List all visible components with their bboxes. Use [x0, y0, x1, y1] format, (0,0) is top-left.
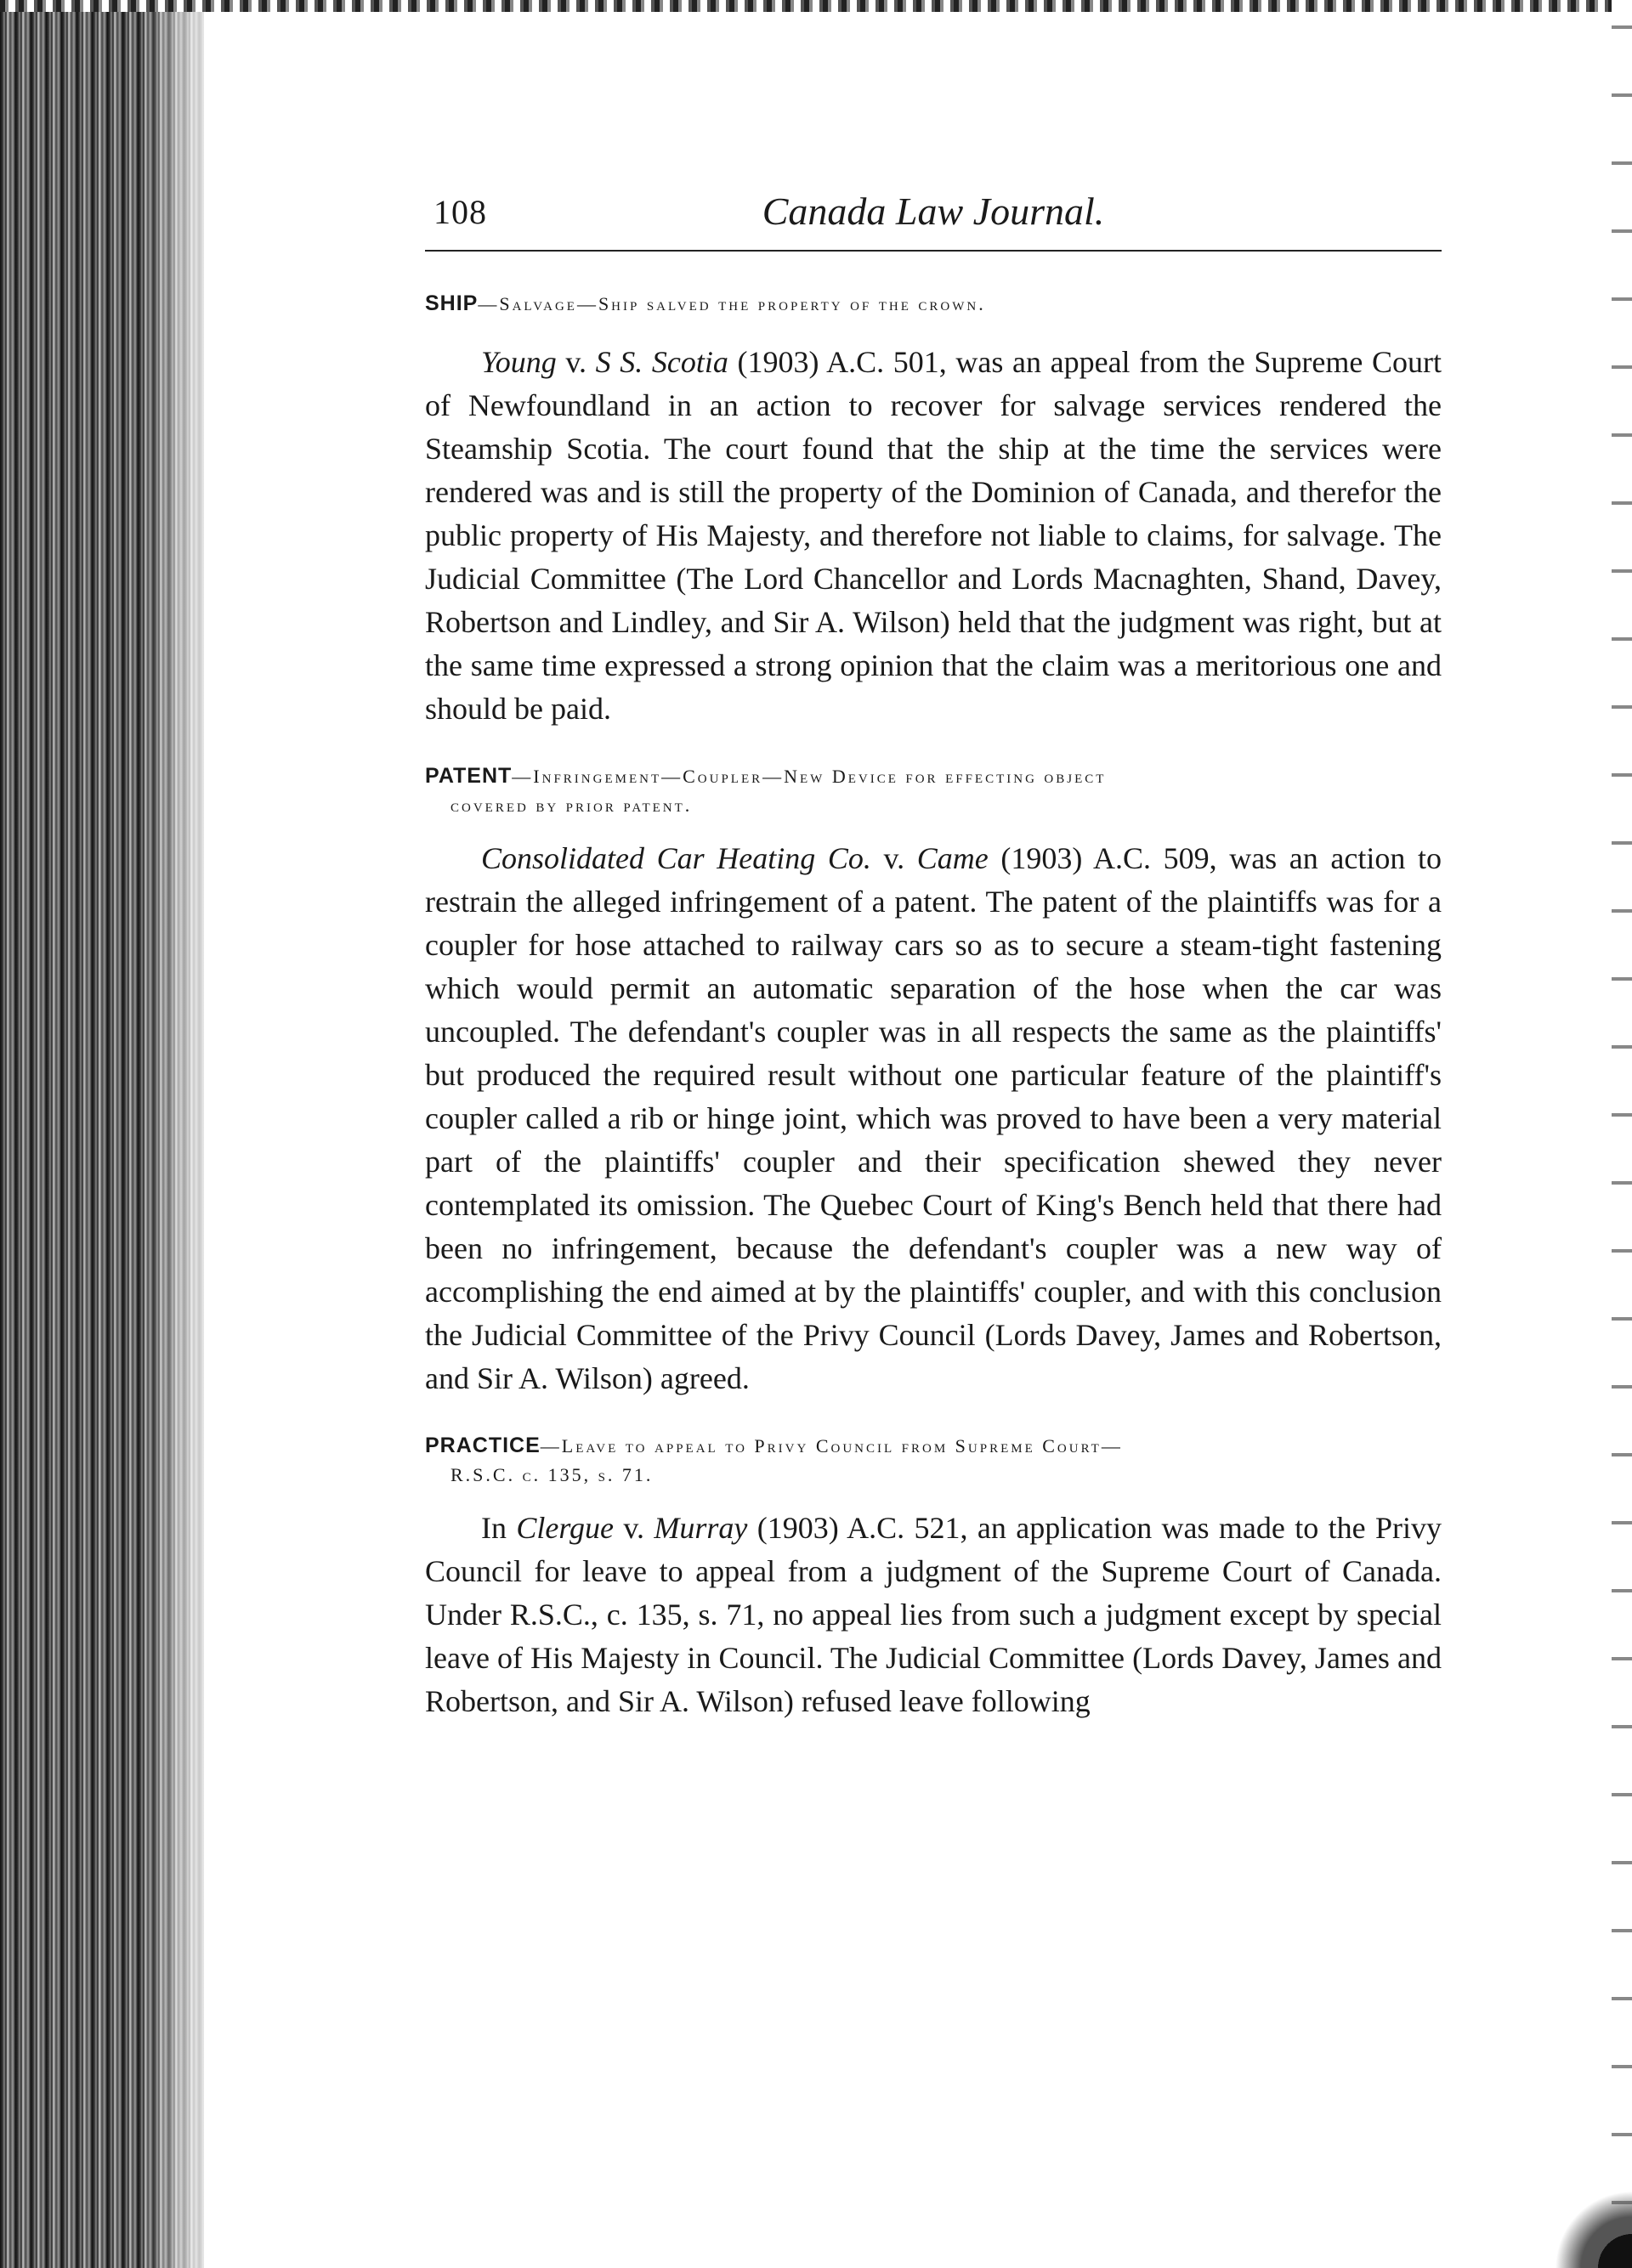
heading-key: SHIP: [425, 291, 479, 315]
journal-title: Canada Law Journal.: [762, 189, 1105, 233]
case-party-a: Clergue: [516, 1511, 615, 1545]
running-header: [425, 185, 1442, 246]
case-party-b: S S. Scotia: [595, 345, 728, 379]
heading-text: —Salvage—Ship salved the property of the crown.: [478, 293, 986, 314]
page-number: 108: [434, 193, 487, 231]
scanned-right-edge: [1612, 0, 1632, 2268]
section-heading-ship: [425, 289, 1442, 319]
header-rule: [425, 250, 1442, 252]
heading-key: PATENT: [425, 764, 513, 788]
scanned-top-edge: [0, 0, 1632, 12]
page-content: [425, 185, 1442, 1723]
case-versus: v.: [556, 345, 596, 379]
heading-text: —Infringement—Coupler—New Device for effecting object: [512, 766, 1107, 787]
section-body: [425, 1507, 1442, 1723]
case-party-b: Came: [916, 841, 989, 875]
section-body: [425, 837, 1442, 1400]
spine-shadow: [144, 0, 221, 2268]
case-prefix: In: [481, 1511, 517, 1545]
case-party-b: Murray: [654, 1511, 748, 1545]
heading-key: PRACTICE: [425, 1434, 541, 1457]
heading-text: —Leave to appeal to Privy Council from Supreme Court—: [540, 1435, 1123, 1456]
case-versus: v.: [614, 1511, 654, 1545]
heading-continuation: R.S.C. c. 135, s. 71.: [450, 1464, 654, 1485]
body-text: (1903) A.C. 501, was an appeal from the Supreme Court of Newfoundland in an action to recover for salvage services rendered the Steamship Scotia. The court found that the ship at the time the services were rendered was and is still the property of the Dominion of Canada, and therefor the public property of His Majesty, and therefore not liable to claims, for salvage. The Judicial Committee (The Lord Chancellor and Lords Macnaghten, Shand, Davey, Robertson and Lindley, and Sir A. Wilson) held that the judgment was right, but at the same time expressed a strong opinion that the claim was a meritorious one and should be paid.: [425, 345, 1442, 726]
section-heading-patent: [425, 761, 1442, 820]
body-text: (1903) A.C. 521, an application was made to the Privy Council for leave to appeal from a judgment of the Supreme Court of Canada. Under R.S.C., c. 135, s. 71, no appeal lies from such a judgment except by special leave of His Majesty in Council. The Judicial Committee (Lords Davey, James and Robertson, and Sir A. Wilson) refused leave following: [425, 1511, 1442, 1718]
section-body: [425, 341, 1442, 731]
case-party-a: Consolidated Car Heating Co.: [481, 841, 871, 875]
case-party-a: Young: [481, 345, 557, 379]
case-versus: v.: [870, 841, 917, 875]
scanned-corner-mark: [1556, 2132, 1632, 2268]
body-text: (1903) A.C. 509, was an action to restrain the alleged infringement of a patent. The patent of the plaintiffs was for a coupler for hose attached to railway cars so as to secure a steam-tight fastening which would permit an automatic separation of the hose when the car was uncoupled. The defendant's coupler was in all respects the same as the plaintiffs' but produced the required result without one particular feature of the plaintiff's coupler called a rib or hinge joint, which was proved to have been a very material part of the plaintiffs' coupler and their specification shewed they never contemplated its omission. The Quebec Court of King's Bench held that there had been no infringement, because the defendant's coupler was a new way of accomplishing the end aimed at by the plaintiffs' coupler, and with this conclusion the Judicial Committee of the Privy Council (Lords Davey, James and Robertson, and Sir A. Wilson) agreed.: [425, 841, 1442, 1395]
heading-continuation: covered by prior patent.: [450, 795, 693, 816]
section-heading-practice: [425, 1431, 1442, 1490]
